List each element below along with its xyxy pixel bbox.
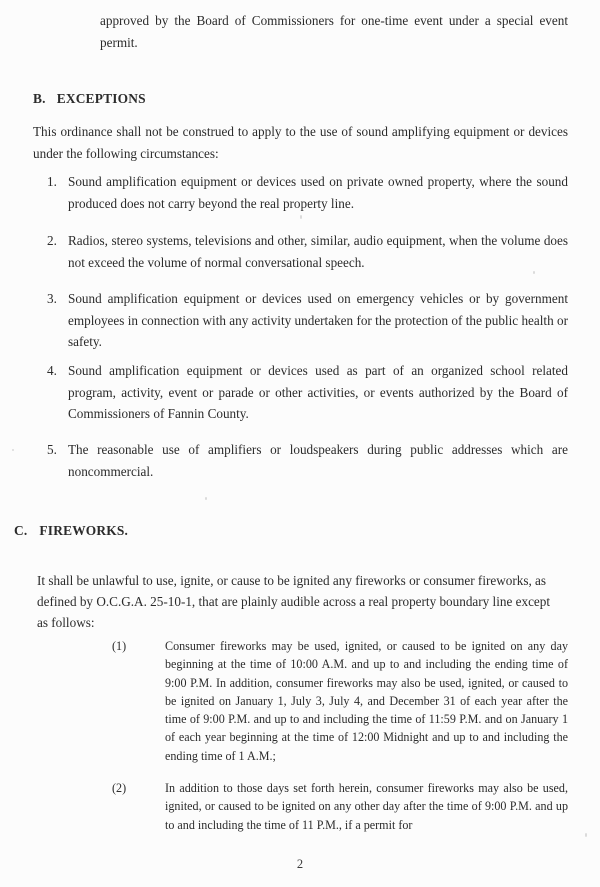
- sub-list-item-text: In addition to those days set forth herein, consumer fireworks may also be used, ignited, or caused to be ignited on any other day after the time of 9:00 P.M. and up to and including the time of 11 P.M., if a permit for: [165, 781, 568, 832]
- list-item: [47, 171, 568, 214]
- scan-speck: [300, 215, 302, 219]
- list-item: [47, 230, 568, 273]
- scan-speck: [205, 497, 207, 500]
- sub-list-item-marker: (2): [112, 781, 127, 795]
- sub-list-item-marker: (1): [112, 639, 127, 653]
- section-c-letter: C.: [14, 523, 28, 538]
- list-item-marker: 4.: [47, 363, 57, 378]
- page-number: 2: [296, 857, 304, 871]
- list-item-text: Sound amplification equipment or devices used as part of an organized school related program, activity, event or parade or other activities, or events authorized by the Board of Commissioners of Fannin County.: [68, 363, 568, 421]
- scan-speck: [585, 833, 587, 837]
- list-item-text: Sound amplification equipment or devices used on private owned property, where the sound produced does not carry beyond the real property line.: [68, 174, 568, 211]
- section-c-title: FIREWORKS.: [39, 523, 129, 538]
- list-item-text: The reasonable use of amplifiers or loudspeakers during public addresses which are noncommercial.: [68, 442, 568, 479]
- list-item-text: Radios, stereo systems, televisions and other, similar, audio equipment, when the volume does not exceed the volume of normal conversational speech.: [68, 233, 568, 270]
- list-item-marker: 3.: [47, 291, 57, 306]
- sub-list-item: [112, 779, 568, 834]
- scan-speck: [533, 271, 535, 274]
- continued-paragraph: approved by the Board of Commissioners for one-time event under a special event permit.: [100, 13, 568, 50]
- section-b-title: EXCEPTIONS: [56, 91, 146, 106]
- sub-list-item: [112, 637, 568, 765]
- section-c-heading: [14, 522, 128, 540]
- list-item-marker: 5.: [47, 442, 57, 457]
- list-item: [47, 439, 568, 482]
- section-b-heading: [33, 90, 146, 108]
- section-b-letter: B.: [33, 91, 46, 106]
- sub-list-item-text: Consumer fireworks may be used, ignited, or caused to be ignited on any day beginning at the time of 10:00 A.M. and up to and including the ending time of 9:00 P.M. In addition, consumer fireworks may also be used, ignited, or caused to be ignited on January 1, July 3, July 4, and December 31 of each year after the time of 9:00 P.M. and up to and including the time of 11:59 P.M. and on January 1 of each year beginning at the time of 12:00 Midnight and up to and including the ending time of 1 A.M.;: [165, 639, 568, 763]
- list-item-marker: 1.: [47, 174, 57, 189]
- scan-speck: [12, 449, 14, 451]
- list-item: [47, 288, 568, 353]
- list-item: [47, 360, 568, 425]
- list-item-marker: 2.: [47, 233, 57, 248]
- section-b-intro: This ordinance shall not be construed to apply to the use of sound amplifying equipment or devices under the following circumstances:: [33, 124, 568, 161]
- section-c-intro: It shall be unlawful to use, ignite, or cause to be ignited any fireworks or consumer fireworks, as defined by O.C.G.A. 25-10-1, that are plainly audible across a real property boundary line except as follows:: [37, 573, 551, 630]
- list-item-text: Sound amplification equipment or devices used on emergency vehicles or by government employees in connection with any activity undertaken for the protection of the public health or safety.: [68, 291, 568, 349]
